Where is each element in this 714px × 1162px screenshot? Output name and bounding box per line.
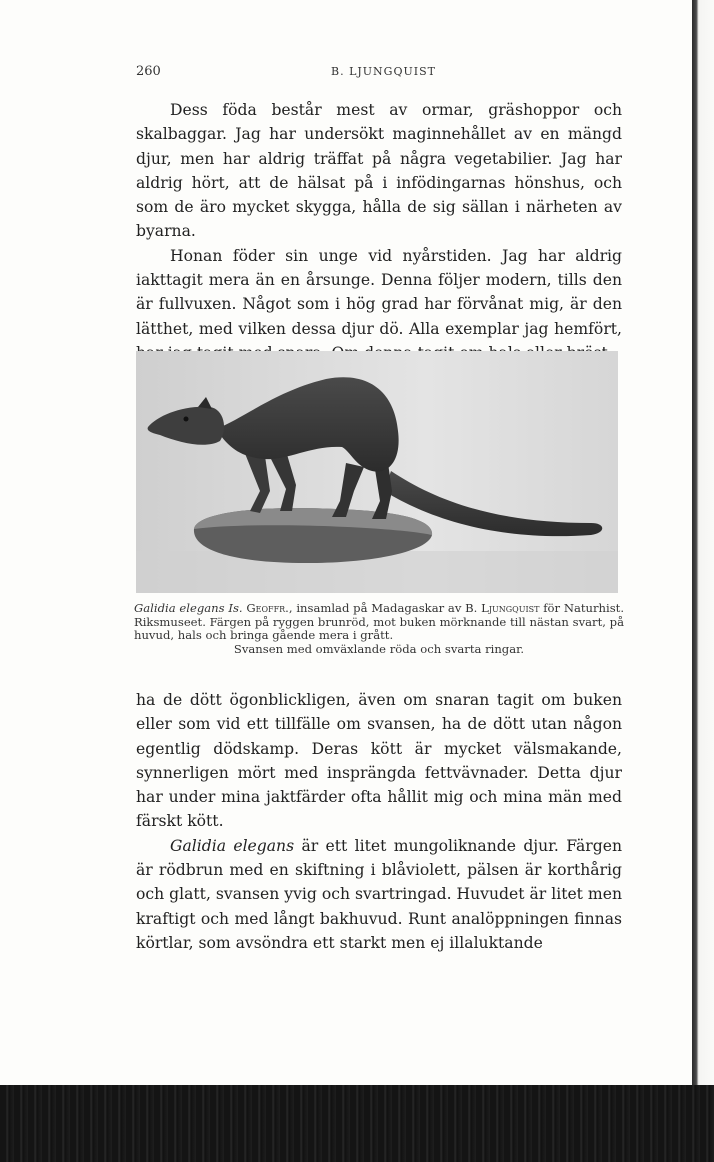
paragraph: Honan föder sin unge vid nyårstiden. Jag har aldrig iakttagit mera än en årsunge. Denna följer modern, tills den är fullvuxen. Något som i hög grad har förvånat mig, är den lätthet, med vilken dessa djur dö. Alla exemplar jag hemfört, (136, 246, 622, 338)
mongoose-photo (136, 351, 618, 593)
paragraph: Dess föda består mest av ormar, gräshoppor och skalbaggar. Jag har undersökt maginnehållet av en mängd djur, men har aldrig träffat på några vegetabilier. Jag har aldrig hört, att de hälsat på i infödingarnas hönshus, och som de äro mycket skygga, hålla de sig sällan i närheten av byarna. (136, 101, 622, 241)
body-text-bottom (136, 688, 622, 955)
caption-author2: Geoffr. (246, 601, 289, 615)
photograph-mongoose (136, 351, 618, 593)
scan-bottom-strip (0, 1085, 714, 1162)
page-number: 260 (136, 64, 161, 79)
caption-author: Is. (228, 601, 243, 615)
caption-species: Galidia elegans (134, 601, 225, 615)
paragraph-text: är ett litet mungoliknande djur. Färgen är rödbrun med en skiftning i blåviolett, pälsen är korthårig och glatt, svansen yvig och svartringad. Huvudet är litet men kraftigt och med långt bakhuvud. Runt analöppningen finnas körtlar, som avsöndra ett starkt men ej illaluktande (136, 836, 622, 952)
caption-body: för Naturhist. Riksmuseet. Färgen på ryggen brunröd, mot buken mörknande till nästan svart, på huvud, hals och bringa gående mera i grått. (134, 601, 625, 643)
scan-edge (692, 0, 714, 1085)
paragraph: ha de dött ögonblickligen, även om snaran tagit om buken eller som vid ett tillfälle om svansen, ha de dött utan någon egentlig dödskamp. Deras kött är mycket välsmakande, synnerligen mört med insprängda fettvävnader. Detta djur har under mina jaktfärder ofta hållit mig och mina män med färskt kött. (136, 691, 622, 831)
figure-caption (134, 602, 624, 656)
caption-collector: Ljungquist (481, 601, 540, 615)
caption-text (134, 602, 624, 643)
caption-last-line: Svansen med omväxlande röda och svarta ringar. (233, 641, 525, 656)
paragraph (136, 834, 622, 955)
caption-rest: , insamlad på Madagaskar av B. (288, 601, 482, 615)
running-head: B. LJUNGQUIST (331, 65, 436, 78)
page-header (136, 64, 622, 84)
species-name: Galidia elegans (170, 836, 295, 855)
body-text-top (136, 98, 622, 365)
